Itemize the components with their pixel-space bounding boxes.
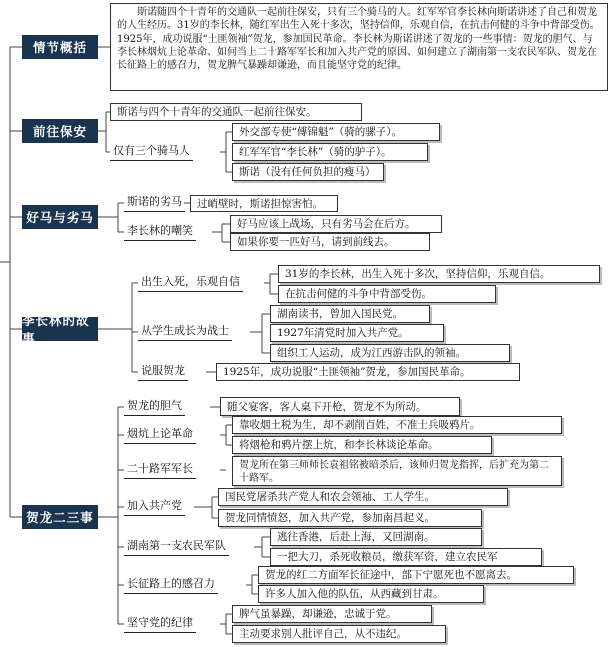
rider-item: 红军军官“李长林”（骑的驴子）。 bbox=[232, 143, 428, 161]
he-branch: 贺龙的胆气 bbox=[124, 399, 185, 416]
li-b-item: 1927年清党时加入共产党。 bbox=[270, 324, 444, 342]
he-branch: 坚守党的纪律 bbox=[124, 616, 196, 633]
category-li-changlin: 李长林的故事 bbox=[22, 317, 98, 341]
he-item: 贺龙的红二方面军长征途中，部下宁愿死也不愿离去。 bbox=[258, 566, 574, 584]
he-branch: 湖南第一支农民军队 bbox=[124, 539, 229, 556]
he-item: 主动要求别人批评自己，从不违纪。 bbox=[232, 625, 446, 643]
he-item: 贺龙所在第三师师长袁祖铭被暗杀后，该师归贺龙指挥，后扩充为第二十路军。 bbox=[232, 456, 562, 486]
li-branch-b: 从学生成长为战士 bbox=[138, 324, 232, 341]
he-branch: 长征路上的感召力 bbox=[124, 577, 218, 594]
he-branch: 烟炕上论革命 bbox=[124, 427, 196, 444]
he-item: 国民党屠杀共产党人和农会领袖、工人学生。 bbox=[218, 488, 508, 506]
mock-label: 李长林的嘲笑 bbox=[124, 224, 196, 241]
li-b-item: 组织工人运动，成为江西游击队的领袖。 bbox=[270, 344, 510, 362]
he-item: 靠收烟土税为生，却不剥削百姓，不准士兵吸鸦片。 bbox=[232, 416, 562, 434]
he-item: 将烟枪和鸦片摆上炕，和李长林谈论革命。 bbox=[232, 436, 492, 454]
bad-horse-label: 斯诺的劣马 bbox=[124, 195, 185, 212]
he-item: 逃往香港，后赴上海，又回湖南。 bbox=[270, 528, 482, 546]
trip-line: 斯诺与四个十青年的交通队一起前往保安。 bbox=[110, 103, 362, 121]
he-item: 许多人加入他的队伍，从西藏到甘肃。 bbox=[258, 585, 484, 603]
he-branch: 加入共产党 bbox=[124, 499, 185, 516]
he-branch: 二十路军军长 bbox=[124, 462, 196, 479]
summary-text: 斯诺随四个十青年的交通队一起前往保安，只有三个骑马的人。红军军官李长林向斯诺讲述了自己和贺龙的人生经历。31岁的李长林，随红军出生入死十多次，坚持信仰，乐观自信，在抗击何健的斗争中背部受伤。1925年，成功说服“土匪领袖”贺龙，参加国民革命。李长林为斯诺讲述了贺龙的一些事情：贺龙的胆气、与李长林烟炕上论革命、如何当上二十路军军长和加入共产党的原因、如何建立了湖南第一支农民军队、贺龙在长征路上的感召力，贺龙脾气暴躁却谦逊，而且能坚守党的纪律。 bbox=[110, 3, 608, 91]
riders-label: 仅有三个骑马人 bbox=[110, 144, 193, 161]
category-he-long: 贺龙二三事 bbox=[22, 505, 98, 529]
li-a-item: 31岁的李长林，出生入死十多次，坚持信仰，乐观自信。 bbox=[278, 265, 600, 283]
mock-text: 如果你要一匹好马，请到前线去。 bbox=[230, 233, 430, 251]
rider-item: 外交部专使“傅锦魁”（骑的骡子）。 bbox=[232, 123, 440, 141]
mock-text: 好马应该上战场，只有劣马会在后方。 bbox=[230, 215, 442, 233]
li-a-item: 在抗击何健的斗争中背部受伤。 bbox=[278, 285, 496, 303]
li-c-text: 1925年，成功说服“土匪领袖”贺龙，参加国民革命。 bbox=[216, 363, 520, 381]
he-item: 一把大刀，杀死收粮员，缴获军资，建立农民军 bbox=[270, 548, 542, 566]
he-item: 脾气虽暴躁，却谦逊，忠诚于党。 bbox=[232, 605, 432, 623]
he-item: 贺龙同情愤怒，加入共产党，参加南昌起义。 bbox=[218, 509, 482, 527]
li-branch-a: 出生入死，乐观自信 bbox=[138, 275, 243, 292]
li-branch-c: 说服贺龙 bbox=[138, 364, 188, 381]
li-b-item: 湖南读书，曾加入国民党。 bbox=[270, 305, 430, 323]
category-trip: 前往保安 bbox=[22, 119, 98, 143]
bad-horse-text: 过峭壁时，斯诺担惊害怕。 bbox=[190, 195, 338, 212]
category-horse: 好马与劣马 bbox=[22, 205, 98, 229]
rider-item: 斯诺（没有任何负担的瘦马） bbox=[232, 163, 384, 181]
category-summary: 情节概括 bbox=[22, 35, 98, 59]
he-item: 随父宴客，客人桌下开枪，贺龙不为所动。 bbox=[220, 397, 460, 416]
